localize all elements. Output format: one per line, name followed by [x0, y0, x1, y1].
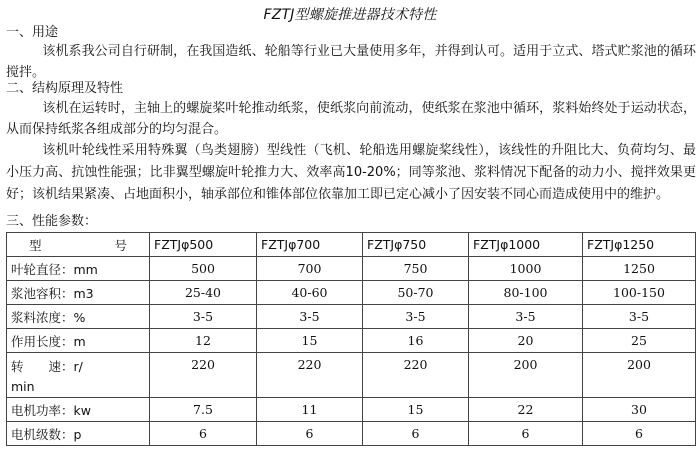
- table-cell: 1250: [583, 257, 696, 281]
- row-label: 叶轮直径：mm: [7, 257, 150, 281]
- table-cell: 11: [257, 398, 363, 422]
- table-row: [7, 353, 696, 398]
- section-heading-params: 三、性能参数：: [6, 214, 98, 229]
- table-row: [7, 398, 696, 422]
- row-label: 作用长度：m: [7, 329, 150, 353]
- table-cell: 6: [469, 422, 583, 446]
- table-row: [7, 281, 696, 305]
- table-cell: 1000: [469, 257, 583, 281]
- table-cell: 3-5: [469, 305, 583, 329]
- table-cell: 40-60: [257, 281, 363, 305]
- table-cell: 22: [469, 398, 583, 422]
- structure-paragraph-2-text: 该机叶轮线性采用特殊翼（鸟类翅膀）型线性（飞机、轮船选用螺旋桨线性），该线性的升阻比大、负荷均匀、最小压力高、抗蚀性能强；比非翼型螺旋叶轮推力大、效率高: [6, 143, 696, 180]
- table-cell: 3-5: [363, 305, 469, 329]
- table-cell: 7.5: [150, 398, 257, 422]
- document-title: FZTJ型螺旋推进器技术特性: [263, 7, 437, 23]
- table-cell: 3-5: [150, 305, 257, 329]
- table-cell: 100-150: [583, 281, 696, 305]
- table-cell: 15: [363, 398, 469, 422]
- row-label: 浆池容积：m3: [7, 281, 150, 305]
- header-model-cell: FZTJφ1000: [469, 233, 583, 257]
- table-cell: 220: [257, 353, 363, 398]
- section-heading-structure: 二、结构原理及特性: [6, 81, 124, 96]
- header-label-right: 号: [114, 237, 127, 253]
- table-cell: 16: [363, 329, 469, 353]
- table-row: [7, 257, 696, 281]
- table-row: [7, 329, 696, 353]
- table-row: [7, 305, 696, 329]
- table-header-row: [7, 233, 696, 257]
- structure-paragraph-2-tail: 10-20%；同等浆池、浆料情况下配备的动力小、搅拌效果更好；该机结果紧凑、占地面积小，轴承部位和锥体部位依靠加工即已定心减小了因安装不同心而造成使用中的维护。: [6, 165, 696, 202]
- header-label-left: 型: [29, 237, 42, 253]
- table-cell: 12: [150, 329, 257, 353]
- section-heading-usage: 一、用途: [6, 25, 59, 40]
- usage-paragraph: 该机系我公司自行研制，在我国造纸、轮船等行业已大量使用多年，并得到认可。适用于立式、塔式贮浆池的循环搅拌。: [6, 44, 696, 80]
- table-row: [7, 422, 696, 446]
- table-cell: 220: [363, 353, 469, 398]
- table-cell: 6: [150, 422, 257, 446]
- row-label: 浆料浓度：%: [7, 305, 150, 329]
- structure-paragraph-1: 该机在运转时，主轴上的螺旋桨叶轮推动纸浆，使纸浆向前流动，使纸浆在浆池中循环，浆料始终处于运动状态，从而保持纸浆各组成部分的均匀混合。: [6, 101, 696, 137]
- table-cell: 15: [257, 329, 363, 353]
- table-cell: 30: [583, 398, 696, 422]
- table-cell: 500: [150, 257, 257, 281]
- structure-paragraph-2: [6, 140, 696, 206]
- table-cell: 50-70: [363, 281, 469, 305]
- header-model-cell: FZTJφ700: [257, 233, 363, 257]
- row-label-line: min: [11, 379, 35, 394]
- table-cell: 6: [583, 422, 696, 446]
- table-cell: 3-5: [257, 305, 363, 329]
- spec-table: [6, 232, 696, 446]
- row-label: 电机功率：kw: [7, 398, 150, 422]
- row-label: 电机级数：p: [7, 422, 150, 446]
- table-cell: 3-5: [583, 305, 696, 329]
- row-label: [7, 353, 150, 398]
- header-model-cell: FZTJφ500: [150, 233, 257, 257]
- table-cell: 700: [257, 257, 363, 281]
- table-cell: 80-100: [469, 281, 583, 305]
- table-cell: 6: [363, 422, 469, 446]
- row-label-line: 转 速：r/: [11, 359, 83, 374]
- table-cell: 20: [469, 329, 583, 353]
- header-model-label: [7, 233, 150, 257]
- table-cell: 220: [150, 353, 257, 398]
- table-cell: 750: [363, 257, 469, 281]
- table-cell: 25: [583, 329, 696, 353]
- table-cell: 200: [469, 353, 583, 398]
- table-cell: 6: [257, 422, 363, 446]
- header-model-cell: FZTJφ750: [363, 233, 469, 257]
- table-cell: 200: [583, 353, 696, 398]
- header-model-cell: FZTJφ1250: [583, 233, 696, 257]
- table-cell: 25-40: [150, 281, 257, 305]
